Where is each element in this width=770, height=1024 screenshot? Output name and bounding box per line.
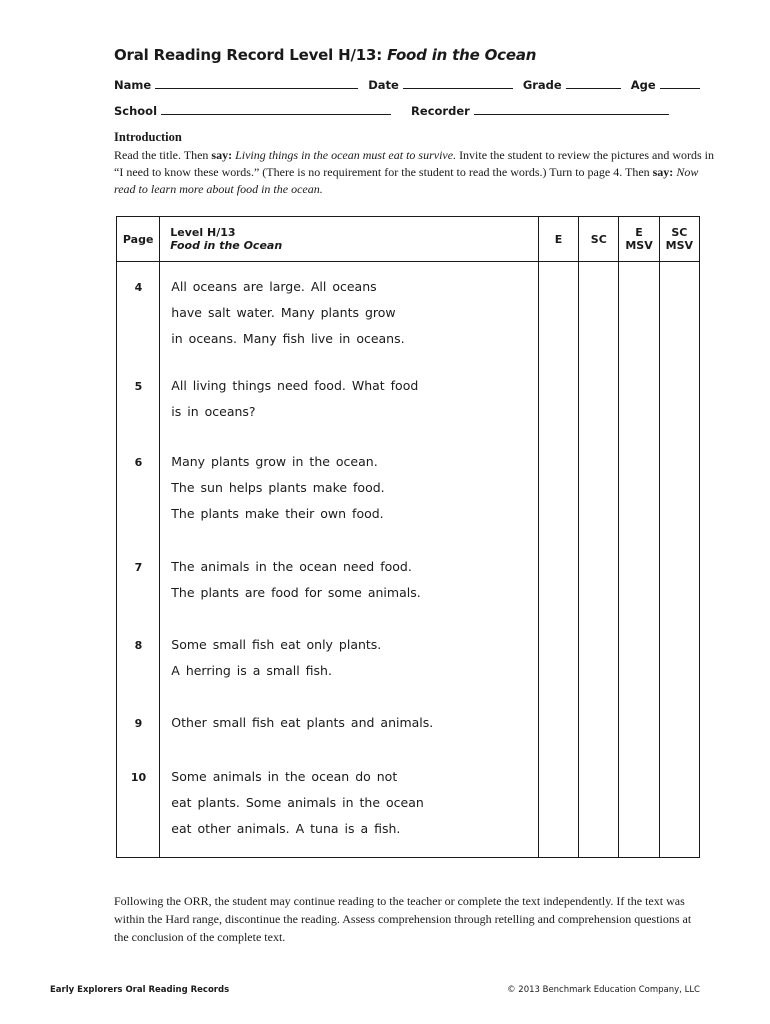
passage-text-column bbox=[160, 262, 539, 858]
passage-line: All oceans are large. All oceans bbox=[171, 279, 377, 294]
passage-line: Many plants grow in the ocean. bbox=[171, 454, 378, 469]
student-info-row bbox=[114, 77, 706, 92]
passage-line: The plants make their own food. bbox=[171, 506, 384, 521]
passage-line: The plants are food for some animals. bbox=[171, 585, 421, 600]
page-number: 6 bbox=[134, 456, 143, 469]
passage-line: Some animals in the ocean do not bbox=[171, 769, 398, 784]
title-main: Oral Reading Record Level H/13: bbox=[114, 46, 388, 64]
passage-line: Other small fish eat plants and animals. bbox=[171, 715, 434, 730]
passage-line: Some small fish eat only plants. bbox=[171, 637, 382, 652]
passage-line: The sun helps plants make food. bbox=[171, 480, 385, 495]
copyright-notice: © 2013 Benchmark Education Company, LLC bbox=[507, 985, 700, 995]
date-field[interactable] bbox=[403, 77, 513, 89]
title-book: Food in the Ocean bbox=[387, 46, 537, 64]
header-page: Page bbox=[117, 217, 160, 262]
passage-line: eat plants. Some animals in the ocean bbox=[171, 795, 424, 810]
recorder-label: Recorder bbox=[411, 104, 470, 118]
school-field[interactable] bbox=[161, 103, 391, 115]
recorder-field[interactable] bbox=[474, 103, 669, 115]
date-label: Date bbox=[368, 78, 399, 92]
page-number: 7 bbox=[134, 561, 143, 574]
errors-column[interactable] bbox=[538, 262, 578, 858]
series-name: Early Explorers Oral Reading Records bbox=[50, 985, 230, 995]
passage-line: have salt water. Many plants grow bbox=[171, 305, 396, 320]
header-level: Level H/13 Food in the Ocean bbox=[160, 217, 539, 262]
grade-label: Grade bbox=[522, 78, 562, 92]
introduction-text: Read the title. Then say: Living things in the ocean must eat to survive. Invite the student to review the pictures and words in “I need to know these words.” (There is no requirement for the student to read the words.) Turn to page 4. Then say: Now read to learn more about food in the ocean. bbox=[114, 148, 714, 196]
passage-line: in oceans. Many fish live in oceans. bbox=[171, 331, 405, 346]
passage-line: is in oceans? bbox=[171, 404, 256, 419]
self-corrections-column[interactable] bbox=[579, 262, 619, 858]
school-info-row bbox=[114, 103, 675, 118]
page-title bbox=[114, 46, 536, 64]
age-field[interactable] bbox=[660, 77, 700, 89]
header-errors: E bbox=[538, 217, 578, 262]
page-number: 10 bbox=[130, 771, 147, 784]
header-error-msv: E MSV bbox=[619, 217, 659, 262]
introduction-heading: Introduction bbox=[114, 130, 182, 144]
passage-line: All living things need food. What food bbox=[171, 378, 419, 393]
passage-line: A herring is a small fish. bbox=[171, 663, 332, 678]
page-number-column bbox=[117, 262, 160, 858]
header-sc-msv: SC MSV bbox=[659, 217, 699, 262]
passage-line: eat other animals. A tuna is a fish. bbox=[171, 821, 401, 836]
page-number: 5 bbox=[134, 380, 143, 393]
oral-reading-record-table bbox=[116, 216, 700, 858]
error-msv-column[interactable] bbox=[619, 262, 659, 858]
passage-line: The animals in the ocean need food. bbox=[171, 559, 412, 574]
follow-up-instructions: Following the ORR, the student may continue reading to the teacher or complete the text independently. If the text was within the Hard range, discontinue the reading. Assess comprehension through retelling and comprehension questions at the conclusion of the complete text. bbox=[114, 894, 692, 944]
grade-field[interactable] bbox=[566, 77, 621, 89]
header-self-corrections: SC bbox=[579, 217, 619, 262]
page-number: 9 bbox=[134, 717, 143, 730]
page-number: 8 bbox=[134, 639, 143, 652]
sc-msv-column[interactable] bbox=[659, 262, 699, 858]
age-label: Age bbox=[630, 78, 656, 92]
name-field[interactable] bbox=[155, 77, 358, 89]
page-number: 4 bbox=[134, 281, 143, 294]
name-label: Name bbox=[114, 78, 152, 92]
school-label: School bbox=[114, 104, 158, 118]
